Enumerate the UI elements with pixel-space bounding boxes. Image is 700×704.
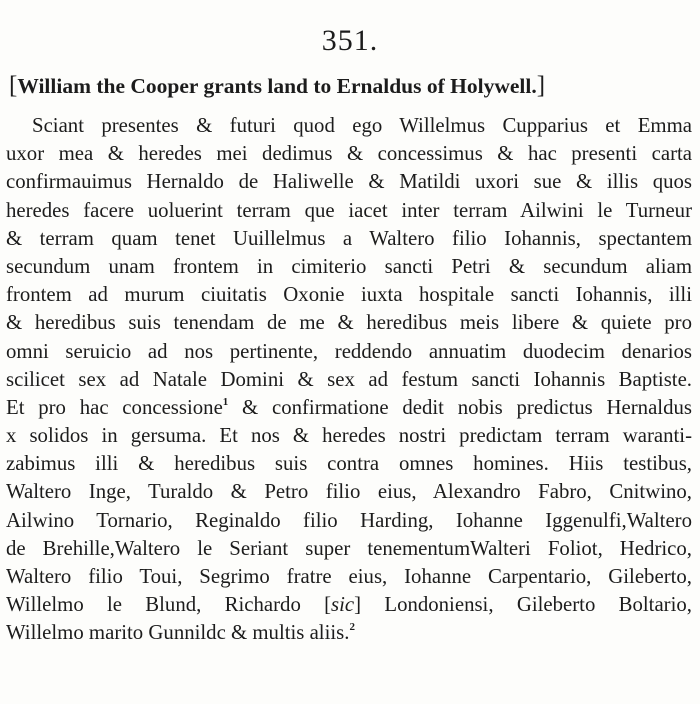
text-line: omni seruicio ad nos pertinente, reddendo annuatim duodecim denarios	[6, 339, 692, 363]
text-line: Ailwino Tornario, Reginaldo filio Harding, Iohanne Iggenulfi,Waltero	[6, 508, 692, 532]
text-line: Sciant presentes & futuri quod ego Willelmus Cupparius et Emma	[32, 114, 692, 137]
text-line: secundum unam frontem in cimiterio sancti Petri & secundum aliam	[6, 254, 692, 278]
sic-note: sic	[331, 593, 355, 617]
text-line: & heredibus suis tenendam de me & heredibus meis libere & quiete pro	[6, 311, 692, 335]
text-line: Waltero filio Toui, Segrimo fratre eius, Iohanne Carpentario, Gileberto,	[6, 565, 692, 588]
footnote-ref-1: 1	[222, 395, 229, 408]
text-line: Waltero Inge, Turaldo & Petro filio eius, Alexandro Fabro, Cnitwino,	[6, 480, 692, 504]
text-line: frontem ad murum ciuitatis Oxonie iuxta hospitale sancti Iohannis, illi	[6, 283, 692, 307]
text-line: & terram quam tenet Uuillelmus a Waltero filio Iohannis, spectantem	[6, 226, 692, 250]
text-segment: Willelmo marito Gunnildc & multis aliis.	[6, 621, 350, 645]
text-line: de Brehille,Waltero le Seriant super tenementumWalteri Foliot, Hedrico,	[6, 536, 692, 560]
text-segment: Et pro hac concessione	[6, 395, 223, 419]
text-line: x solidos in gersuma. Et nos & heredes nostri predictam terram waranti-	[6, 424, 692, 448]
heading-open-bracket: [	[9, 72, 18, 99]
text-segment: & confirmatione dedit nobis predictus Hernaldus	[242, 395, 692, 419]
text-line: confirmauimus Hernaldo de Haliwelle & Matildi uxori sue & illis quos	[6, 170, 692, 194]
text-line: heredes facere uoluerint terram que iacet inter terram Ailwini le Turneur	[6, 198, 692, 222]
text-line	[6, 591, 692, 619]
text-segment: ] Londoniensi, Gileberto Boltario,	[354, 593, 692, 617]
text-line	[6, 394, 692, 422]
text-line: scilicet sex ad Natale Domini & sex ad festum sancti Iohannis Baptiste.	[6, 367, 692, 391]
heading-close-bracket: ]	[536, 72, 546, 99]
document-heading	[9, 72, 691, 100]
text-segment: Willelmo le Blund, Richardo [	[6, 593, 332, 617]
heading-title: William the Cooper grants land to Ernaldus of Holywell.	[17, 74, 537, 98]
text-line	[6, 619, 692, 647]
charter-text	[6, 112, 692, 648]
text-line: uxor mea & heredes mei dedimus & concessimus & hac presenti carta	[6, 142, 692, 166]
document-number: 351.	[321, 24, 379, 57]
text-line: zabimus illi & heredibus suis contra omnes homines. Hiis testibus,	[6, 452, 692, 476]
footnote-ref-2: 2	[349, 621, 355, 634]
